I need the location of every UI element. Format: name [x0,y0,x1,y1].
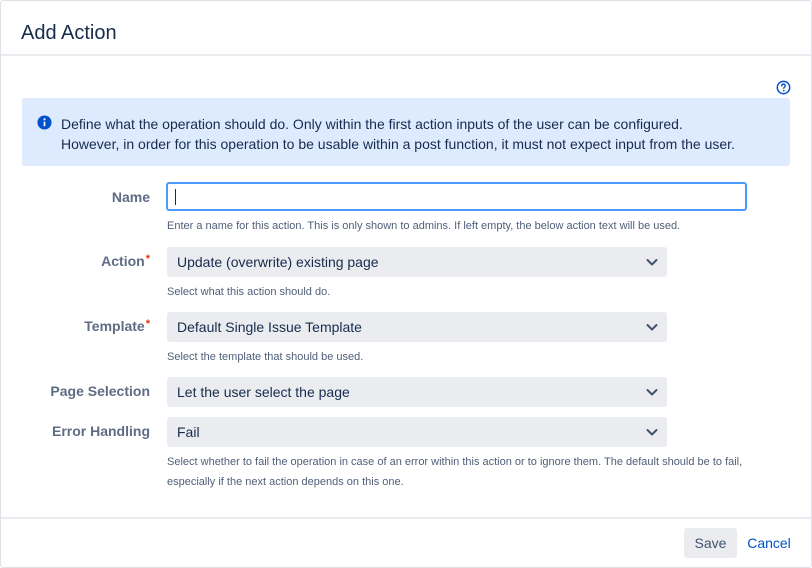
template-select-value: Default Single Issue Template [177,319,362,335]
info-circle-icon [37,115,52,130]
action-select-value: Update (overwrite) existing page [177,254,379,270]
error-handling-label: Error Handling [51,423,150,439]
dialog-title: Add Action [21,22,117,44]
required-asterisk: * [145,318,150,330]
info-line-1: Define what the operation should do. Only within the first action inputs of the user can be configured. [61,116,683,132]
name-input[interactable] [166,182,747,211]
help-circle-icon[interactable] [776,80,791,95]
chevron-down-icon [645,255,659,269]
error-handling-hint-line-1: Select whether to fail the operation in case of an error within this action or to ignore them. The default should be to fail, [167,456,743,468]
error-handling-hint [167,452,797,492]
error-handling-value: Fail [177,424,200,440]
name-label: Name [111,189,150,205]
info-message [61,114,786,154]
page-selection-value: Let the user select the page [177,384,350,400]
cancel-button[interactable]: Cancel [747,535,791,551]
info-line-2: However, in order for this operation to be usable within a post function, it must not expect input from the user. [61,136,735,152]
dialog-header [1,1,811,56]
action-select[interactable] [167,247,667,277]
error-handling-select[interactable] [167,417,667,447]
action-label: Action* [101,253,150,269]
error-handling-hint-line-2: especially if the next action depends on this one. [167,476,404,488]
page-selection-label: Page Selection [50,383,150,399]
template-select[interactable] [167,312,667,342]
template-label: Template* [84,318,150,334]
name-hint: Enter a name for this action. This is only shown to admins. If left empty, the below action text will be used. [167,220,681,232]
text-caret [175,189,176,205]
action-hint: Select what this action should do. [167,286,331,298]
required-asterisk: * [145,253,150,265]
page-selection-select[interactable] [167,377,667,407]
chevron-down-icon [645,425,659,439]
info-panel [22,98,790,166]
save-button[interactable]: Save [684,528,737,558]
template-hint: Select the template that should be used. [167,351,364,363]
chevron-down-icon [645,320,659,334]
chevron-down-icon [645,385,659,399]
